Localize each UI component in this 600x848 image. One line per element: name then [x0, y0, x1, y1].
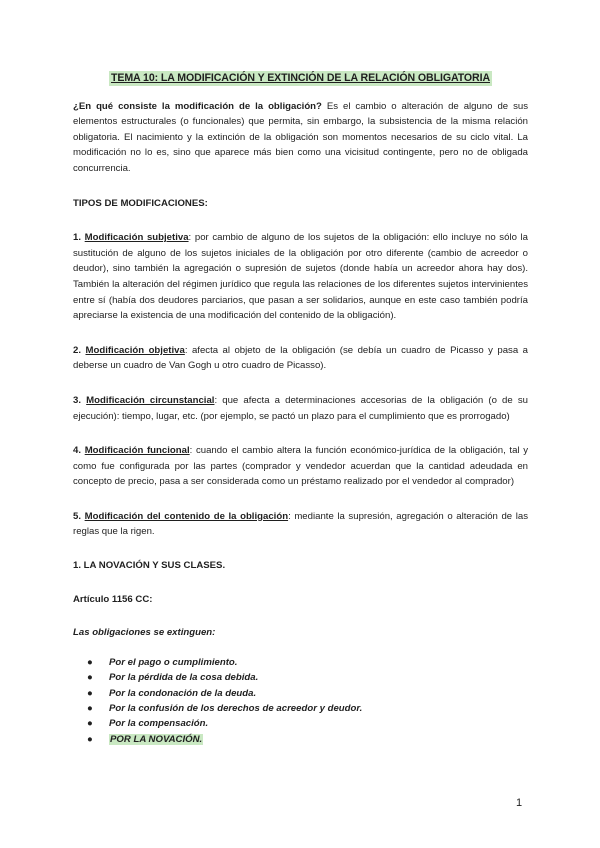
- type-text: : por cambio de alguno de los sujetos de la obligación: ello incluye no sólo la sustitución de alguno de los sujetos iniciales de la obligación por otro diferente (cambio de acreedor o deudor), sino también la agregación o supresión de sujetos (donde había un acreedor ahora hay dos). También la alteración del régimen jurídico que regula las relaciones de los diferentes sujetos intervinientes entre sí (había dos deudores parciarios, que pasan a ser solidarios, aunque en este caso también podría apreciarse la existencia de una modificación del contenido de la obligación).: [73, 232, 529, 322]
- list-item-text: Por la condonación de la deuda.: [109, 687, 257, 699]
- type-number: 2.: [73, 344, 82, 356]
- title-wrap: [73, 71, 528, 87]
- intro-paragraph: [73, 99, 528, 177]
- type-label: Modificación circunstancial: [86, 394, 215, 406]
- list-item-text: Por la pérdida de la cosa debida.: [109, 672, 259, 684]
- list-item: [73, 716, 528, 731]
- type-paragraph-1: [73, 230, 528, 324]
- type-label: Modificación funcional: [84, 445, 190, 457]
- page-number: 1: [516, 797, 523, 809]
- section-heading: 1. LA NOVACIÓN Y SUS CLASES.: [73, 560, 226, 572]
- intro-text: Es el cambio o alteración de alguno de sus elementos estructurales (o funcionales) que permita, sin embargo, la subsistencia de la misma relación obligatoria. El nacimiento y la extinción de la obligación son momentos necesarios de su ciclo vital. La modificación no lo es, sino que aparece más bien como una vicisitud contingente, pero no de obligada concurrencia.: [73, 100, 529, 174]
- list-item: [73, 701, 528, 716]
- type-paragraph-3: [73, 393, 528, 424]
- bullet-icon: ●: [87, 703, 93, 715]
- type-number: 4.: [73, 445, 82, 457]
- type-paragraph-4: [73, 443, 528, 490]
- type-text: : cuando el cambio altera la función económico-jurídica de la obligación, tal y como fue configurada por las partes (comprador y vendedor acuerdan que la cantidad adeudada en concepto de precio, pasa a ser considerada como un préstamo realizado por el vendedor al comprador): [73, 445, 528, 488]
- bullet-icon: ●: [87, 733, 93, 745]
- article-lead: Las obligaciones se extinguen:: [73, 627, 216, 639]
- list-item: [73, 686, 528, 701]
- bullet-icon: ●: [87, 718, 93, 730]
- list-item-text: Por la confusión de los derechos de acreedor y deudor.: [109, 703, 363, 715]
- type-number: 3.: [73, 394, 82, 406]
- bullet-icon: ●: [87, 656, 93, 668]
- intro-question: ¿En qué consiste la modificación de la obligación?: [73, 100, 322, 112]
- list-item: [73, 655, 528, 670]
- list-item-text: Por el pago o cumplimiento.: [109, 656, 238, 668]
- document-page: [73, 71, 528, 747]
- bullet-icon: ●: [87, 687, 93, 699]
- type-paragraph-5: [73, 509, 528, 540]
- bullet-icon: ●: [87, 672, 93, 684]
- type-text: : que afecta a determinaciones accesorias de la obligación (o de su ejecución): tiempo, lugar, etc. (por ejemplo, se pactó un plazo para el cumplimiento que es prorrogado): [73, 394, 528, 422]
- type-number: 1.: [73, 232, 82, 244]
- type-text: : afecta al objeto de la obligación (se debía un cuadro de Picasso y pasa a deberse un cuadro de Van Gogh u otro cuadro de Picasso).: [73, 344, 528, 372]
- list-item: [73, 670, 528, 685]
- document-title: TEMA 10: LA MODIFICACIÓN Y EXTINCIÓN DE LA RELACIÓN OBLIGATORIA: [110, 72, 490, 84]
- type-label: Modificación objetiva: [85, 344, 185, 356]
- types-heading: TIPOS DE MODIFICACIONES:: [73, 197, 208, 209]
- type-paragraph-2: [73, 343, 528, 374]
- type-label: Modificación del contenido de la obligación: [84, 510, 289, 522]
- type-label: Modificación subjetiva: [84, 232, 189, 244]
- type-text: : mediante la supresión, agregación o alteración de las reglas que la rigen.: [73, 510, 528, 538]
- highlighted-list-item-text: POR LA NOVACIÓN.: [110, 733, 203, 745]
- list-item-text: Por la compensación.: [109, 718, 209, 730]
- extinction-list: [73, 655, 528, 747]
- type-number: 5.: [73, 510, 82, 522]
- article-heading: Artículo 1156 CC:: [73, 593, 153, 605]
- list-item-highlighted: [73, 732, 528, 747]
